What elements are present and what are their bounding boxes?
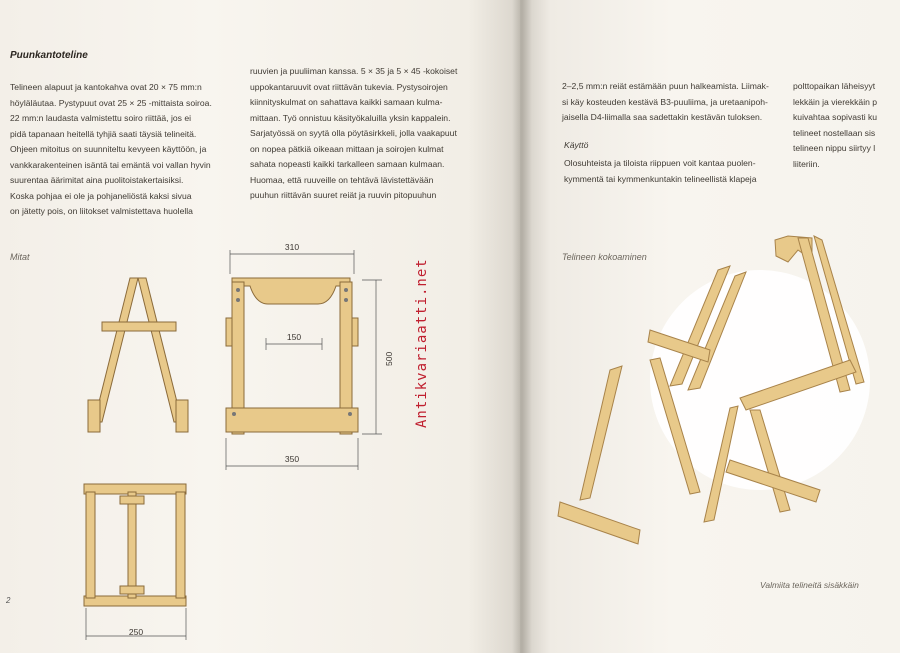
loose-leg-1 [580,366,622,500]
text-column-3b: Olosuhteista ja tiloista riippuen voit kantaa puolen- kymmentä tai kymmenkuntakin telineellistä klapeja [564,158,757,184]
section-title: Puunkantoteline [10,50,88,61]
side-leg-right [138,278,182,422]
dim-height-label: 500 [384,351,394,366]
front-base [226,408,358,432]
watermark: Antikvariaatti.net [414,258,430,428]
right-page [520,0,900,653]
caption: Valmiita telineitä sisäkkäin [760,580,859,590]
side-crossbar [102,322,176,331]
loose-base [558,502,640,544]
page-number: 2 [6,596,11,605]
dim-top-label: 310 [284,242,300,252]
side-view-diagram [80,270,200,450]
assembly-illustration [550,230,900,570]
mitat-label: Mitat [10,252,30,262]
dim-plan-label: 250 [128,627,144,637]
side-foot-left [88,400,100,432]
text-column-1: Telineen alapuut ja kantokahva ovat 20 × 75 mm:n höyläläutaa. Pystypuut ovat 25 × 25 -mittaista soiroa. 22 mm:n laudasta valmistettu soiro riittää, jos ei pidä tapanaan heitellä tyhjiä saati täysiä telineitä. Ohjeen mitoitus on suunniteltu kevyeen käyttöön, ja vankkarakenteinen isäntä tai emäntä voi vallan hyvin suurentaa äärimitat aina puolitoistakertaisiksi. Koska pohjaa ei ole ja pohjaneliöstä kaksi sivua on jätetty pois, on liitokset valmistettava huolella [10,82,212,216]
book-gutter [512,0,532,653]
dim-bottom-label: 350 [284,454,300,464]
side-leg-left [94,278,138,422]
plan-view-diagram [80,478,192,643]
front-view-diagram [222,238,422,473]
kaytto-heading: Käyttö [564,140,589,150]
dim-inner-label: 150 [286,332,302,342]
front-handle [232,278,350,304]
side-foot-right [176,400,188,432]
text-column-4: polttopaikan läheisyyt lekkäin ja vierekkäin p kuivahtaa sopivasti ku telineet nostellaan sis telineen nippu siirtyy l liiteriin. [793,81,878,169]
text-column-3: 2–2,5 mm:n reiät estämään puun halkeamista. Liimak- si käy kosteuden kestävä B3-puuliima, ja uretaanipoh- jaisella D4-liimalla saa sadettakin kestävän tuloksen. [562,81,769,122]
text-column-2: ruuvien ja puuliiman kanssa. 5 × 35 ja 5 × 45 -kokoiset uppokantaruuvit ovat riittävän tukevia. Pystysoirojen kiinnityskulmat on sahattava kaikki samaan kulma- mittaan. Työ onnistuu käsityökaluilla yksin kappalein. Sarjatyössä on syytä olla pöytäsirkkeli, jolla vaakapuut on nopea pätkiä oikeaan mittaan ja soirojen kulmat sahata nopeasti kaikki tarkalleen samaan kulmaan. Huomaa, että ruuveille on tehtävä lävistettävään puuhun riittävän suuret reiät ja ruuvin pitopuuhun [250,66,458,200]
assembly-label: Telineen kokoaminen [562,252,647,262]
